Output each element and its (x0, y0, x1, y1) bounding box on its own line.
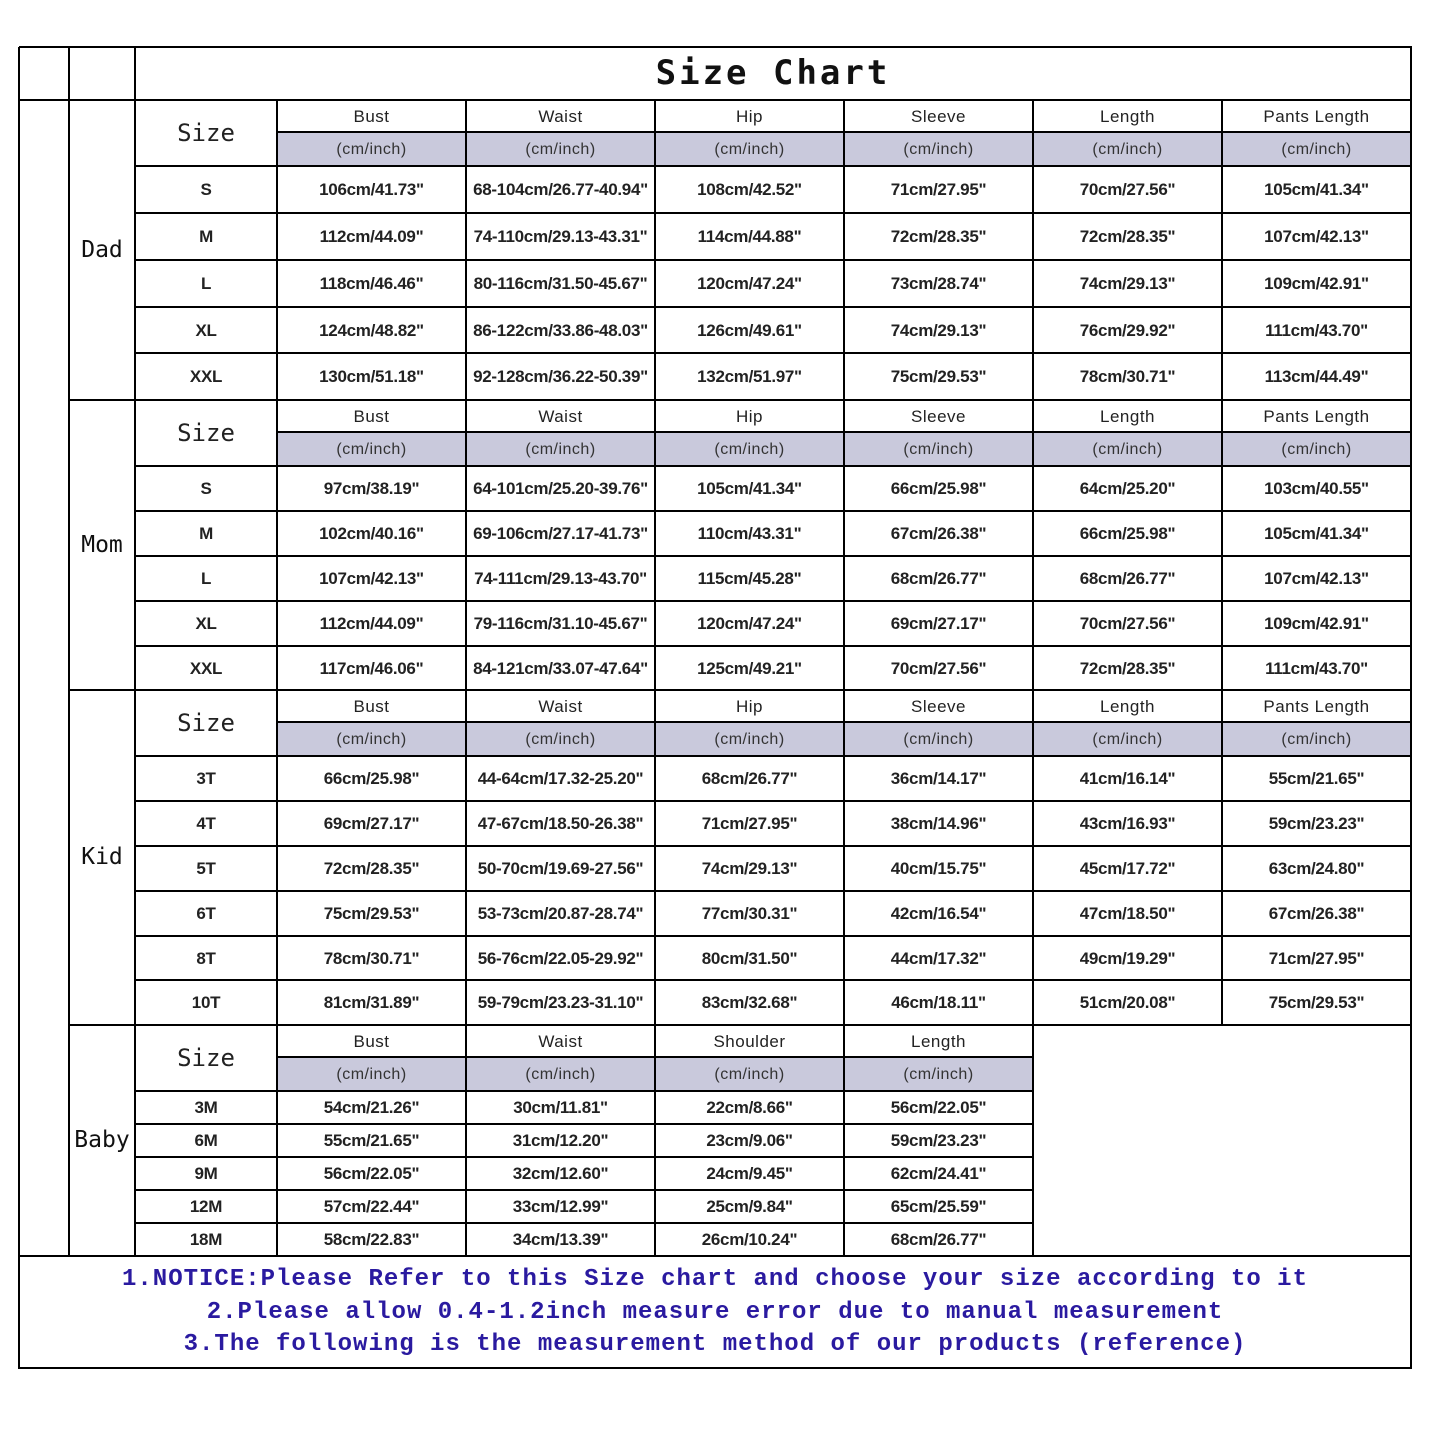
baby-shoulder-9m: 24cm/9.45" (706, 1164, 793, 1183)
grid-line (1032, 1025, 1034, 1257)
baby-length-18m: 68cm/26.77" (890, 1230, 987, 1249)
mom-size-m: M (199, 524, 213, 543)
baby-size-18m: 18M (189, 1230, 223, 1249)
dad-col-hip: Hip (735, 106, 763, 126)
kid-pants-length-5t: 63cm/24.80" (1268, 859, 1365, 878)
mom-sleeve-s: 66cm/25.98" (890, 479, 987, 498)
baby-col-shoulder: Shoulder (713, 1031, 786, 1051)
kid-size-header: Size (177, 708, 235, 737)
baby-col-waist: Waist (538, 1031, 583, 1051)
kid-col-pants-length: Pants Length (1263, 696, 1370, 716)
kid-col-bust: Bust (353, 696, 390, 716)
dad-size-l: L (200, 274, 212, 293)
grid-line (19, 1367, 1412, 1369)
kid-group-label: Kid (81, 844, 123, 870)
mom-bust-xxl: 117cm/46.06" (319, 658, 424, 678)
dad-pants-length-xxl: 113cm/44.49" (1264, 367, 1369, 386)
kid-unit-waist: (cm/inch) (525, 730, 596, 748)
mom-waist-xl: 79-116cm/31.10-45.67" (473, 614, 648, 633)
grid-line (135, 1156, 1034, 1158)
baby-unit-bust: (cm/inch) (336, 1065, 407, 1083)
dad-size-s: S (200, 180, 212, 199)
mom-unit-pants-length: (cm/inch) (1281, 440, 1352, 458)
dad-col-pants-length: Pants Length (1263, 106, 1370, 126)
mom-length-m: 66cm/25.98" (1079, 524, 1176, 543)
dad-col-length: Length (1100, 106, 1155, 126)
mom-pants-length-xxl: 111cm/43.70" (1265, 658, 1368, 678)
mom-size-xxl: XXL (189, 658, 223, 678)
baby-waist-3m: 30cm/11.81" (513, 1098, 608, 1117)
kid-size-10t: 10T (191, 993, 221, 1012)
dad-waist-l: 80-116cm/31.50-45.67" (473, 274, 648, 293)
kid-col-hip: Hip (735, 696, 763, 716)
kid-hip-10t: 83cm/32.68" (701, 993, 798, 1012)
mom-sleeve-xl: 69cm/27.17" (890, 614, 987, 633)
grid-line (654, 400, 656, 691)
grid-line (1032, 400, 1034, 691)
mom-col-bust: Bust (353, 406, 390, 426)
dad-col-bust: Bust (353, 106, 390, 126)
dad-hip-m: 114cm/44.88" (697, 227, 802, 246)
kid-sleeve-10t: 46cm/18.11" (891, 993, 986, 1012)
dad-sleeve-m: 72cm/28.35" (890, 227, 987, 246)
kid-sleeve-6t: 42cm/16.54" (890, 904, 987, 923)
dad-bust-m: 112cm/44.09" (319, 227, 424, 246)
kid-bust-6t: 75cm/29.53" (323, 904, 420, 923)
kid-col-length: Length (1100, 696, 1155, 716)
dad-unit-length: (cm/inch) (1092, 140, 1163, 158)
baby-bust-18m: 58cm/22.83" (323, 1230, 420, 1249)
kid-bust-10t: 81cm/31.89" (323, 993, 420, 1012)
kid-sleeve-3t: 36cm/14.17" (890, 769, 987, 788)
kid-hip-3t: 68cm/26.77" (701, 769, 798, 788)
grid-line (19, 1255, 1412, 1257)
kid-unit-bust: (cm/inch) (336, 730, 407, 748)
baby-unit-waist: (cm/inch) (525, 1065, 596, 1083)
baby-length-12m: 65cm/25.59" (890, 1197, 987, 1216)
dad-bust-xxl: 130cm/51.18" (319, 367, 424, 386)
baby-bust-3m: 54cm/21.26" (323, 1098, 420, 1117)
baby-waist-12m: 33cm/12.99" (512, 1197, 609, 1216)
mom-waist-l: 74-111cm/29.13-43.70" (474, 569, 647, 588)
kid-unit-pants-length: (cm/inch) (1281, 730, 1352, 748)
dad-length-m: 72cm/28.35" (1079, 227, 1176, 246)
dad-hip-l: 120cm/47.24" (697, 274, 802, 293)
kid-size-5t: 5T (196, 859, 216, 878)
notice-line-3: 3.The following is the measurement method of our products (reference) (183, 1331, 1247, 1358)
grid-line (69, 689, 1412, 691)
dad-length-xxl: 78cm/30.71" (1079, 367, 1176, 386)
mom-col-length: Length (1100, 406, 1155, 426)
mom-pants-length-l: 107cm/42.13" (1264, 569, 1369, 588)
grid-line (276, 400, 278, 691)
baby-size-3m: 3M (194, 1098, 218, 1117)
kid-size-3t: 3T (196, 769, 216, 788)
mom-unit-hip: (cm/inch) (714, 440, 785, 458)
kid-length-5t: 45cm/17.72" (1079, 859, 1176, 878)
dad-col-waist: Waist (538, 106, 583, 126)
mom-waist-xxl: 84-121cm/33.07-47.64" (473, 658, 648, 678)
grid-line (69, 399, 1412, 401)
baby-col-length: Length (911, 1031, 966, 1051)
baby-unit-shoulder: (cm/inch) (714, 1065, 785, 1083)
kid-length-3t: 41cm/16.14" (1079, 769, 1176, 788)
grid-line (135, 1090, 1034, 1092)
notice-line-2: 2.Please allow 0.4-1.2inch measure error due to manual measurement (206, 1299, 1224, 1326)
dad-col-sleeve: Sleeve (911, 106, 966, 126)
dad-sleeve-l: 73cm/28.74" (890, 274, 987, 293)
mom-col-hip: Hip (735, 406, 763, 426)
kid-length-8t: 49cm/19.29" (1079, 948, 1176, 968)
grid-line (1221, 100, 1223, 401)
mom-pants-length-m: 105cm/41.34" (1264, 524, 1369, 543)
mom-hip-m: 110cm/43.31" (697, 524, 802, 543)
mom-length-xxl: 72cm/28.35" (1079, 658, 1176, 678)
kid-size-4t: 4T (196, 814, 216, 833)
kid-waist-4t: 47-67cm/18.50-26.38" (477, 814, 644, 833)
chart-title: Size Chart (655, 53, 891, 93)
kid-size-6t: 6T (196, 904, 216, 923)
dad-waist-xxl: 92-128cm/36.22-50.39" (473, 367, 648, 386)
grid-line (69, 1024, 1412, 1026)
dad-length-xl: 76cm/29.92" (1079, 320, 1176, 340)
dad-unit-sleeve: (cm/inch) (903, 140, 974, 158)
dad-pants-length-m: 107cm/42.13" (1264, 227, 1369, 246)
mom-bust-l: 107cm/42.13" (319, 569, 424, 588)
baby-length-6m: 59cm/23.23" (890, 1131, 987, 1150)
mom-size-header: Size (177, 418, 235, 447)
dad-bust-s: 106cm/41.73" (319, 180, 424, 199)
grid-line (1032, 690, 1034, 1026)
mom-hip-s: 105cm/41.34" (697, 479, 802, 498)
mom-waist-m: 69-106cm/27.17-41.73" (473, 524, 648, 543)
grid-line (276, 1025, 278, 1257)
mom-pants-length-s: 103cm/40.55" (1264, 479, 1369, 498)
grid-line (19, 99, 70, 101)
dad-group-label: Dad (81, 236, 123, 263)
grid-line (843, 1025, 845, 1257)
grid-line (69, 99, 1412, 101)
mom-sleeve-m: 67cm/26.38" (890, 524, 987, 543)
baby-bust-12m: 57cm/22.44" (323, 1197, 420, 1216)
kid-sleeve-5t: 40cm/15.75" (890, 859, 987, 878)
dad-unit-hip: (cm/inch) (714, 140, 785, 158)
dad-length-s: 70cm/27.56" (1079, 180, 1176, 199)
grid-line (68, 47, 70, 1257)
mom-hip-l: 115cm/45.28" (697, 569, 802, 588)
grid-line (19, 46, 1412, 48)
grid-line (1221, 690, 1223, 1026)
mom-size-xl: XL (195, 614, 217, 633)
grid-line (465, 100, 467, 401)
baby-bust-6m: 55cm/21.65" (323, 1131, 420, 1150)
baby-bust-9m: 56cm/22.05" (323, 1164, 420, 1183)
grid-line (1032, 100, 1034, 401)
dad-size-xl: XL (195, 320, 217, 340)
kid-bust-5t: 72cm/28.35" (323, 859, 420, 878)
dad-size-header: Size (177, 118, 235, 147)
baby-col-bust: Bust (353, 1031, 390, 1051)
mom-col-pants-length: Pants Length (1263, 406, 1370, 426)
mom-waist-s: 64-101cm/25.20-39.76" (473, 479, 648, 498)
dad-waist-s: 68-104cm/26.77-40.94" (473, 180, 648, 199)
dad-bust-l: 118cm/46.46" (319, 274, 424, 293)
grid-line (135, 1189, 1034, 1191)
dad-bust-xl: 124cm/48.82" (319, 320, 424, 340)
kid-hip-8t: 80cm/31.50" (701, 948, 798, 968)
dad-hip-xxl: 132cm/51.97" (697, 367, 802, 386)
mom-length-xl: 70cm/27.56" (1079, 614, 1176, 633)
notice-line-1: 1.NOTICE:Please Refer to this Size chart and choose your size according to it (122, 1266, 1308, 1293)
mom-pants-length-xl: 109cm/42.91" (1264, 614, 1369, 633)
dad-pants-length-xl: 111cm/43.70" (1265, 320, 1368, 340)
grid-line (1410, 47, 1412, 1369)
kid-length-10t: 51cm/20.08" (1079, 993, 1176, 1012)
kid-col-sleeve: Sleeve (911, 696, 966, 716)
mom-unit-sleeve: (cm/inch) (903, 440, 974, 458)
dad-hip-xl: 126cm/49.61" (697, 320, 802, 340)
kid-hip-6t: 77cm/30.31" (701, 904, 798, 923)
grid-line (135, 1123, 1034, 1125)
kid-waist-8t: 56-76cm/22.05-29.92" (477, 948, 644, 968)
grid-line (465, 1025, 467, 1257)
kid-pants-length-10t: 75cm/29.53" (1268, 993, 1365, 1012)
baby-waist-6m: 31cm/12.20" (512, 1131, 609, 1150)
mom-bust-xl: 112cm/44.09" (319, 614, 424, 633)
baby-waist-18m: 34cm/13.39" (512, 1230, 609, 1249)
baby-size-12m: 12M (189, 1197, 223, 1216)
kid-pants-length-8t: 71cm/27.95" (1268, 948, 1365, 968)
mom-bust-s: 97cm/38.19" (323, 479, 420, 498)
kid-sleeve-4t: 38cm/14.96" (890, 814, 987, 833)
baby-shoulder-6m: 23cm/9.06" (706, 1131, 793, 1150)
dad-sleeve-xxl: 75cm/29.53" (890, 367, 987, 386)
kid-waist-10t: 59-79cm/23.23-31.10" (477, 993, 644, 1012)
dad-waist-xl: 86-122cm/33.86-48.03" (473, 320, 648, 340)
mom-sleeve-xxl: 70cm/27.56" (890, 658, 987, 678)
baby-size-header: Size (177, 1043, 235, 1072)
grid-line (843, 690, 845, 1026)
mom-col-sleeve: Sleeve (911, 406, 966, 426)
mom-col-waist: Waist (538, 406, 583, 426)
baby-length-9m: 62cm/24.41" (890, 1164, 987, 1183)
grid-line (276, 690, 278, 1026)
grid-line (654, 1025, 656, 1257)
kid-unit-sleeve: (cm/inch) (903, 730, 974, 748)
kid-unit-length: (cm/inch) (1092, 730, 1163, 748)
dad-waist-m: 74-110cm/29.13-43.31" (473, 227, 648, 246)
kid-sleeve-8t: 44cm/17.32" (890, 948, 987, 968)
mom-hip-xxl: 125cm/49.21" (697, 658, 802, 678)
dad-sleeve-s: 71cm/27.95" (890, 180, 987, 199)
dad-pants-length-l: 109cm/42.91" (1264, 274, 1369, 293)
baby-unit-length: (cm/inch) (903, 1065, 974, 1083)
grid-line (465, 400, 467, 691)
kid-bust-3t: 66cm/25.98" (323, 769, 420, 788)
grid-line (654, 100, 656, 401)
grid-line (843, 100, 845, 401)
dad-unit-pants-length: (cm/inch) (1281, 140, 1352, 158)
mom-unit-bust: (cm/inch) (336, 440, 407, 458)
grid-line (18, 47, 20, 1369)
kid-pants-length-3t: 55cm/21.65" (1268, 769, 1365, 788)
kid-length-6t: 47cm/18.50" (1079, 904, 1176, 923)
baby-size-9m: 9M (194, 1164, 218, 1183)
grid-line (465, 690, 467, 1026)
kid-unit-hip: (cm/inch) (714, 730, 785, 748)
baby-waist-9m: 32cm/12.60" (512, 1164, 609, 1183)
mom-sleeve-l: 68cm/26.77" (890, 569, 987, 588)
grid-line (843, 400, 845, 691)
dad-length-l: 74cm/29.13" (1079, 274, 1176, 293)
kid-bust-4t: 69cm/27.17" (323, 814, 420, 833)
kid-size-8t: 8T (196, 948, 216, 968)
grid-line (1221, 400, 1223, 691)
dad-size-xxl: XXL (189, 367, 223, 386)
baby-shoulder-12m: 25cm/9.84" (706, 1197, 793, 1216)
baby-shoulder-18m: 26cm/10.24" (701, 1230, 798, 1249)
mom-bust-m: 102cm/40.16" (319, 524, 424, 543)
baby-length-3m: 56cm/22.05" (890, 1098, 987, 1117)
grid-line (654, 690, 656, 1026)
kid-col-waist: Waist (538, 696, 583, 716)
dad-unit-bust: (cm/inch) (336, 140, 407, 158)
dad-size-m: M (199, 227, 213, 246)
grid-line (134, 47, 136, 1257)
kid-pants-length-4t: 59cm/23.23" (1268, 814, 1365, 833)
dad-unit-waist: (cm/inch) (525, 140, 596, 158)
dad-pants-length-s: 105cm/41.34" (1264, 180, 1369, 199)
mom-hip-xl: 120cm/47.24" (697, 614, 802, 633)
mom-unit-waist: (cm/inch) (525, 440, 596, 458)
mom-length-s: 64cm/25.20" (1079, 479, 1176, 498)
kid-waist-3t: 44-64cm/17.32-25.20" (477, 769, 644, 788)
baby-size-6m: 6M (194, 1131, 218, 1150)
mom-unit-length: (cm/inch) (1092, 440, 1163, 458)
mom-size-l: L (200, 569, 212, 588)
mom-length-l: 68cm/26.77" (1079, 569, 1176, 588)
kid-hip-4t: 71cm/27.95" (701, 814, 798, 833)
grid-line (276, 100, 278, 401)
baby-shoulder-3m: 22cm/8.66" (706, 1098, 793, 1117)
mom-size-s: S (200, 479, 212, 498)
kid-waist-6t: 53-73cm/20.87-28.74" (477, 904, 644, 923)
dad-sleeve-xl: 74cm/29.13" (890, 320, 987, 340)
dad-hip-s: 108cm/42.52" (697, 180, 802, 199)
mom-group-label: Mom (81, 531, 123, 558)
kid-bust-8t: 78cm/30.71" (323, 948, 420, 968)
baby-group-label: Baby (74, 1127, 130, 1153)
kid-pants-length-6t: 67cm/26.38" (1268, 904, 1365, 923)
kid-waist-5t: 50-70cm/19.69-27.56" (477, 859, 644, 878)
kid-length-4t: 43cm/16.93" (1079, 814, 1176, 833)
kid-hip-5t: 74cm/29.13" (701, 859, 798, 878)
grid-line (135, 1222, 1034, 1224)
